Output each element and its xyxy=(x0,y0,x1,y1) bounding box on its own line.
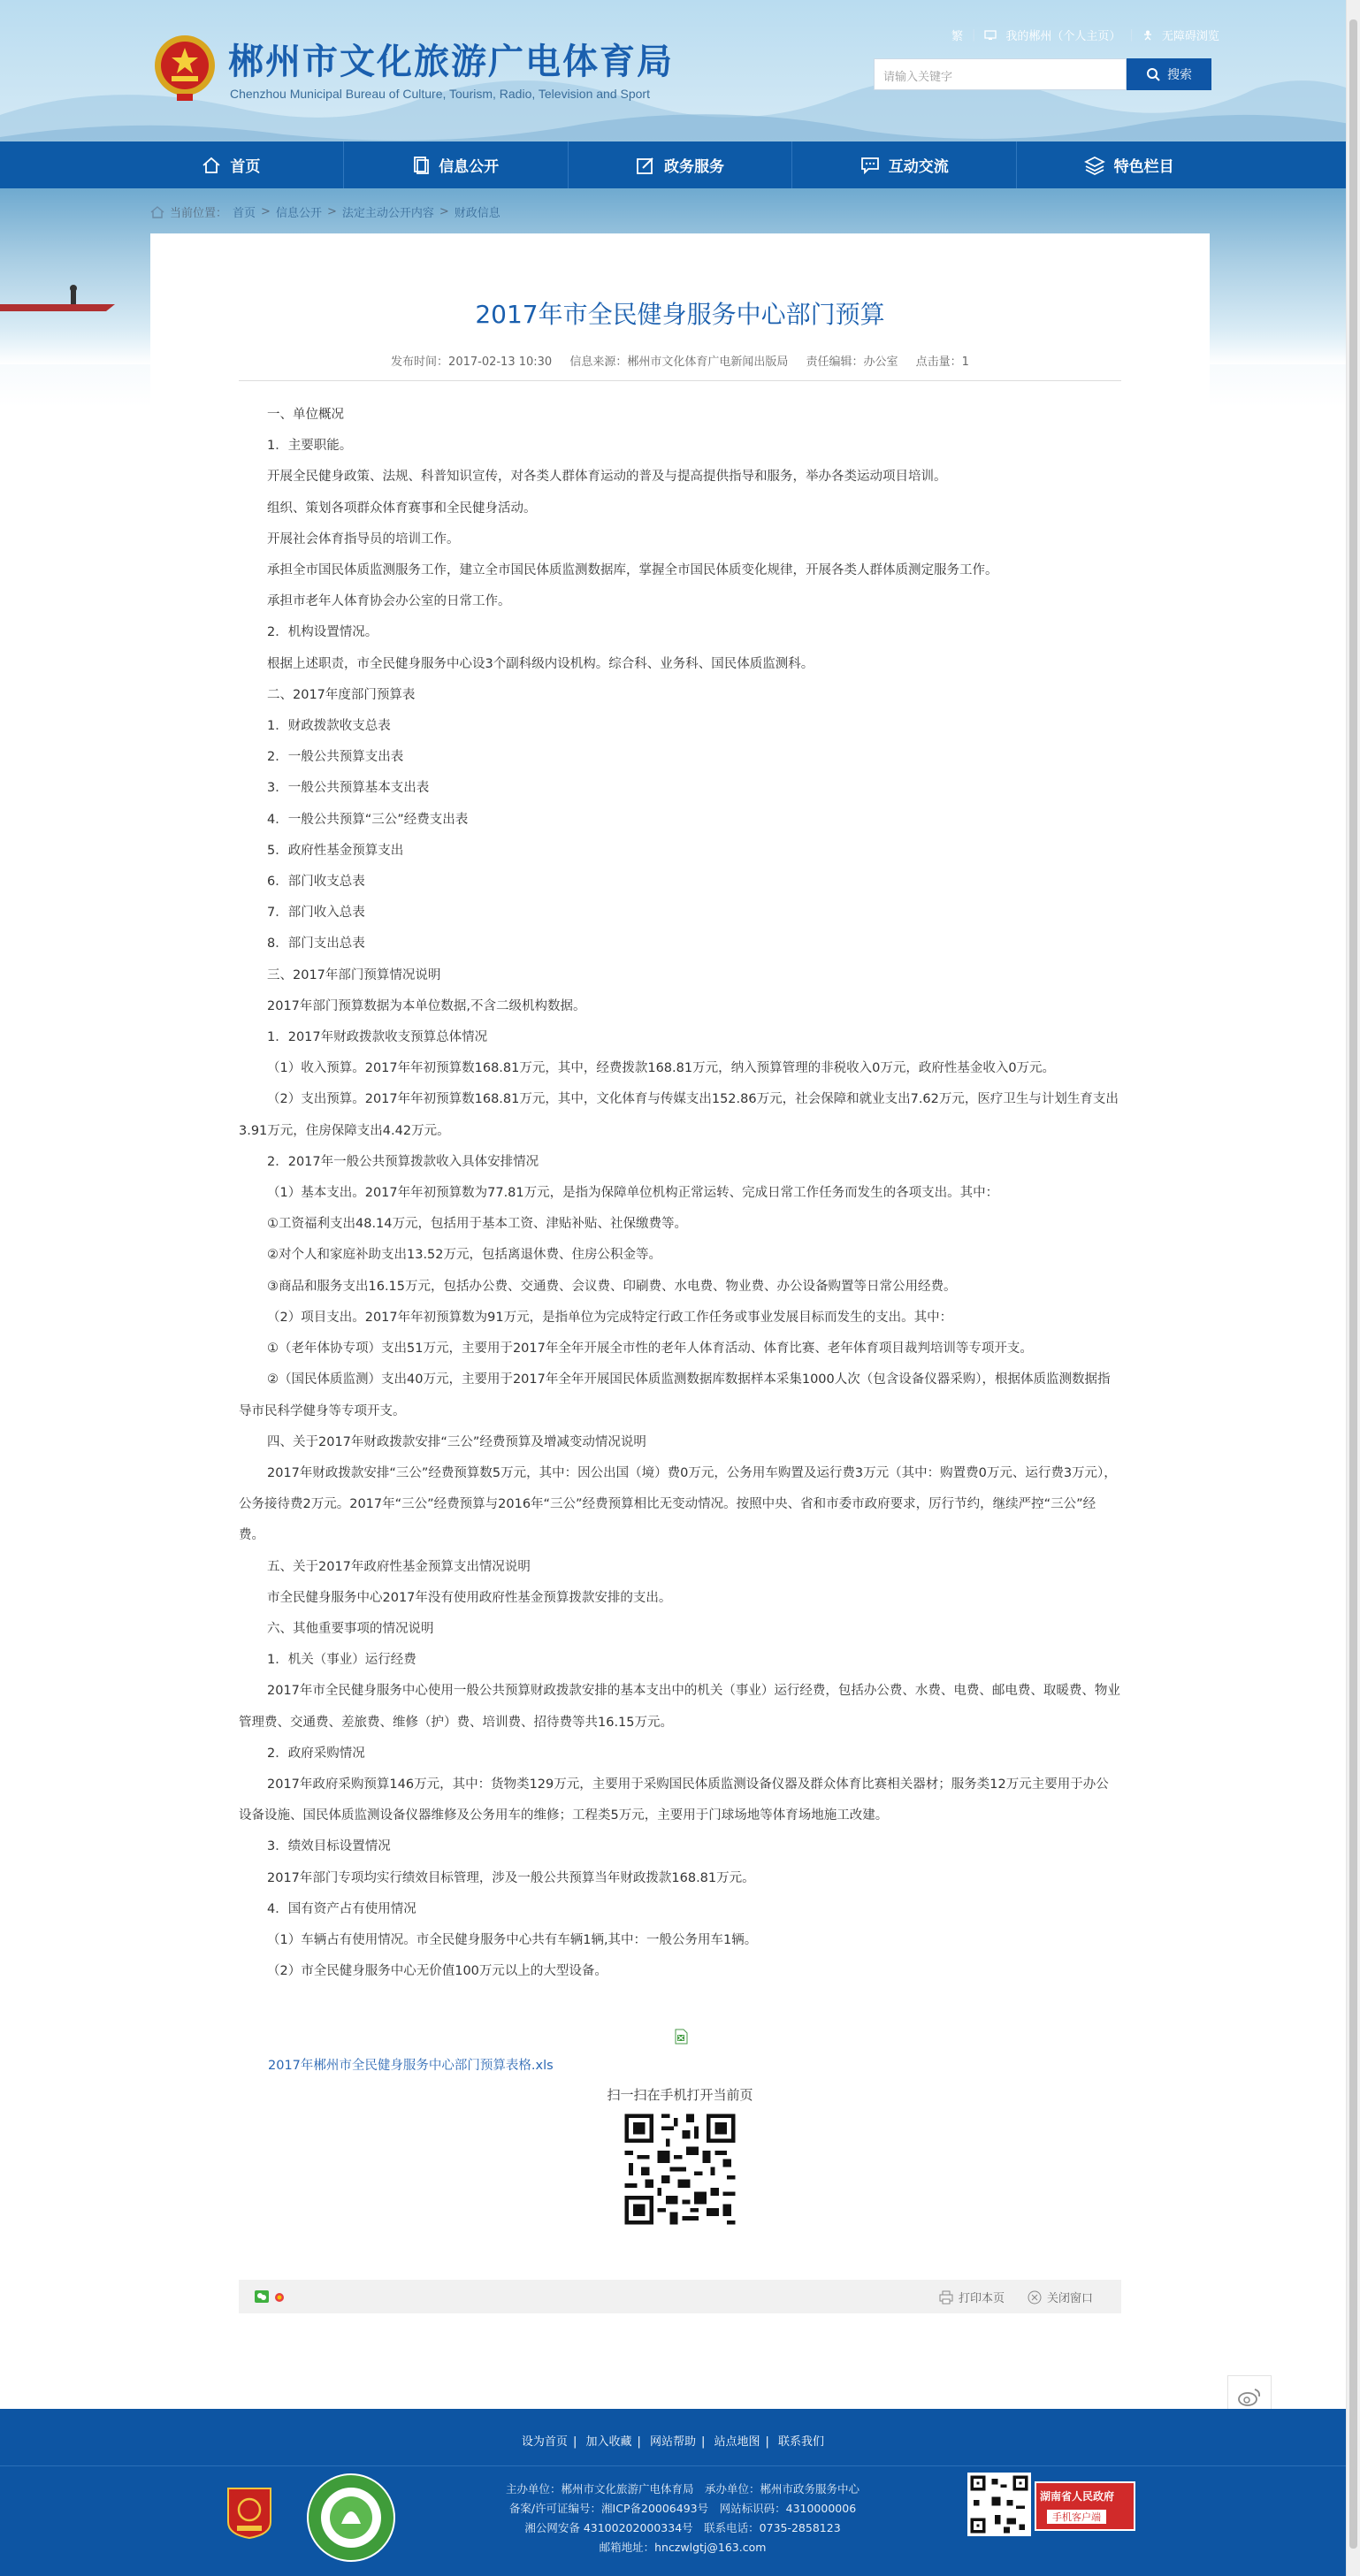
close-window-button[interactable]: 关闭窗口 xyxy=(1028,2289,1093,2305)
article-paragraph: （1）车辆占有使用情况。市全民健身服务中心共有车辆1辆,其中：一般公务用车1辆。 xyxy=(267,1932,758,1947)
article-paragraph: 三、2017年部门预算情况说明 xyxy=(267,967,441,982)
article-title: 2017年市全民健身服务中心部门预算 xyxy=(475,300,885,329)
article-card xyxy=(150,233,1210,2418)
qr-code-icon xyxy=(621,2110,739,2228)
article-paragraph: 2．政府采购情况 xyxy=(267,1746,365,1761)
breadcrumb-info[interactable]: 信息公开 xyxy=(275,207,322,220)
site-title[interactable]: 郴州市文化旅游广电体育局 xyxy=(228,42,674,82)
footer-link-help[interactable]: 网站帮助 xyxy=(649,2435,696,2449)
layers-icon xyxy=(1084,156,1105,175)
article-paragraph: 市全民健身服务中心2017年没有使用政府性基金预算拨款安排的支出。 xyxy=(267,1590,672,1605)
edit-icon xyxy=(636,156,655,175)
print-page-button[interactable]: 打印本页 xyxy=(939,2289,1005,2305)
nav-info-disclosure[interactable]: 信息公开 xyxy=(344,141,569,188)
article-paragraph: 2017年部门专项均实行绩效目标管理，涉及一般公共预算当年财政拨款168.81万元。 xyxy=(267,1870,755,1885)
page-scrollbar[interactable] xyxy=(1346,0,1360,2576)
article-action-bar xyxy=(239,2280,1121,2313)
footer-link-contact[interactable]: 联系我们 xyxy=(778,2435,825,2449)
article-paragraph: 8．部门支出总表 xyxy=(267,936,365,952)
article-paragraph: 承担全市国民体质监测服务工作，建立全市国民体质监测数据库，掌握全市国民体质变化规律，开展各类人群体质测定服务工作。 xyxy=(267,563,998,578)
wechat-share-icon[interactable] xyxy=(255,2290,269,2303)
site-footer xyxy=(0,2409,1346,2576)
printer-icon xyxy=(939,2290,953,2305)
share-icons xyxy=(255,2290,287,2303)
home-icon xyxy=(202,157,221,174)
party-emblem-badge-icon[interactable] xyxy=(225,2487,274,2540)
accessibility-link[interactable]: 无障碍浏览 xyxy=(1161,30,1219,43)
my-chenzhou-link[interactable]: 我的郴州（个人主页） xyxy=(1005,30,1121,43)
article-paragraph: （2）支出预算。2017年年初预算数168.81万元，其中，文化体育与传媒支出152.86万元，社会保障和就业支出7.62万元，医疗卫生与计划生育支出3.91万元，住房保障支出4.42万元。 xyxy=(239,1092,1119,1138)
article-paragraph: 4．一般公共预算“三公”经费支出表 xyxy=(267,812,469,827)
article-paragraph: 1．主要职能。 xyxy=(267,439,353,454)
article-paragraph: （2）项目支出。2017年年初预算数为91万元，是指单位为完成特定行政工作任务或事业发展目标而发生的支出。其中： xyxy=(267,1310,953,1325)
article-paragraph: 2．一般公共预算支出表 xyxy=(267,750,404,765)
weibo-share-icon[interactable] xyxy=(272,2290,287,2303)
article-paragraph: ①工资福利支出48.14万元，包括用于基本工资、津贴补贴、社保缴费等。 xyxy=(267,1217,688,1232)
article-paragraph: 2．2017年一般公共预算拨款收入具体安排情况 xyxy=(267,1154,539,1169)
footer-link-set-home[interactable]: 设为首页 xyxy=(521,2435,568,2449)
chat-icon xyxy=(860,157,880,174)
nav-interaction[interactable]: 互动交流 xyxy=(792,141,1017,188)
monitor-icon xyxy=(984,30,997,41)
article-paragraph: 7．部门收入总表 xyxy=(267,906,365,921)
breadcrumb: 当前位置： 首页 > 信息公开 > 法定主动公开内容 > 财政信息 xyxy=(150,203,500,220)
top-links: 繁 | 我的郴州（个人主页） | 无障碍浏览 xyxy=(951,28,1219,43)
document-icon xyxy=(412,156,430,175)
nav-featured[interactable]: 特色栏目 xyxy=(1017,141,1241,188)
article-meta xyxy=(150,352,1210,369)
government-website-badge-icon[interactable] xyxy=(306,2473,396,2563)
nav-government-services[interactable]: 政务服务 xyxy=(569,141,793,188)
article-paragraph: 开展社会体育指导员的培训工作。 xyxy=(267,531,460,547)
article-paragraph: 3．一般公共预算基本支出表 xyxy=(267,781,430,796)
article-paragraph: 1．机关（事业）运行经费 xyxy=(267,1653,416,1668)
main-nav xyxy=(0,141,1360,188)
search-icon xyxy=(1146,67,1160,81)
breadcrumb-finance[interactable]: 财政信息 xyxy=(454,207,500,220)
article-paragraph: （1）基本支出。2017年年初预算数为77.81万元，是指为保障单位机构正常运转、完成日常工作任务而发生的各项支出。其中： xyxy=(267,1186,999,1201)
hunan-gov-app-badge[interactable]: 湖南省人民政府 手机客户端 xyxy=(1035,2481,1135,2531)
boat-icon xyxy=(0,283,124,318)
article-paragraph: 2017年财政拨款安排“三公”经费预算数5万元，其中：因公出国（境）费0万元，公务用车购置及运行费3万元（其中：购置费0万元、运行费3万元），公务接待费2万元。2017年“三公”经费预算与2016年“三公”经费预算相比无变动情况。按照中央、省和市委市政府要求，厉行节约，继续严控“三公”经费。 xyxy=(239,1465,1117,1543)
breadcrumb-home[interactable]: 首页 xyxy=(233,207,256,220)
breadcrumb-statutory[interactable]: 法定主动公开内容 xyxy=(341,207,434,220)
article-paragraph: 2017年市全民健身服务中心使用一般公共预算财政拨款安排的基本支出中的机关（事业）运行经费，包括办公费、水费、电费、邮电费、取暖费、物业管理费、交通费、差旅费、维修（护）费、培训费、招待费等共16.15万元。 xyxy=(239,1684,1120,1730)
footer-link-favorite[interactable]: 加入收藏 xyxy=(585,2435,632,2449)
search-button[interactable] xyxy=(1127,58,1211,90)
article-paragraph: 1．2017年财政拨款收支预算总体情况 xyxy=(267,1030,488,1045)
article-paragraph: ③商品和服务支出16.15万元，包括办公费、交通费、会议费、印刷费、水电费、物业费、办公设备购置等日常公用经费。 xyxy=(267,1279,957,1294)
footer-info: 主办单位：郴州市文化旅游广电体育局 承办单位：郴州市政务服务中心 备案/许可证编号：湘ICP备20006493号 网站标识码：4310000006 湘公网安备 43100202000334号 联系电话：0735-2858123 邮箱地址：hnczwlgtj@163.com xyxy=(505,2482,860,2554)
close-icon xyxy=(1028,2290,1042,2305)
article-paragraph: ①（老年体协专项）支出51万元，主要用于2017年全年开展全市性的老年人体育活动、体育比赛、老年体育项目裁判培训等专项开支。 xyxy=(267,1342,1033,1357)
site-header xyxy=(0,0,1360,141)
search-button-label: 搜索 xyxy=(1167,68,1192,82)
article-paragraph: 4．国有资产占有使用情况 xyxy=(267,1901,416,1916)
footer-link-sitemap[interactable]: 站点地图 xyxy=(714,2435,760,2449)
view-count: 点击量：1 xyxy=(915,355,969,369)
attachment-link[interactable]: 2017年郴州市全民健身服务中心部门预算表格.xls xyxy=(268,2059,554,2073)
article-paragraph: 四、关于2017年财政拨款安排“三公”经费预算及增减变动情况说明 xyxy=(267,1434,646,1449)
weibo-icon xyxy=(1237,2387,1262,2408)
article-paragraph: 6．部门收支总表 xyxy=(267,875,365,890)
article-paragraph: 5．政府性基金预算支出 xyxy=(267,843,404,858)
excel-file-icon xyxy=(674,2029,688,2045)
article-paragraph: 组织、策划各项群众体育赛事和全民健身活动。 xyxy=(267,501,537,516)
article-paragraph: 3．绩效目标设置情况 xyxy=(267,1839,391,1854)
info-source: 信息来源：郴州市文化体育广电新闻出版局 xyxy=(569,355,789,369)
home-icon xyxy=(150,206,164,218)
accessibility-icon xyxy=(1142,30,1153,41)
article-paragraph: 开展全民健身政策、法规、科普知识宣传，对各类人群体育运动的普及与提高提供指导和服务，举办各类运动项目培训。 xyxy=(267,470,947,485)
national-emblem-icon xyxy=(152,30,218,103)
article-paragraph: 2017年部门预算数据为本单位数据,不含二级机构数据。 xyxy=(267,998,586,1013)
footer-links: 设为首页 | 加入收藏 | 网站帮助 | 站点地图 | 联系我们 xyxy=(521,2435,825,2449)
title-divider xyxy=(239,380,1121,381)
article-body xyxy=(239,400,1121,1987)
article-paragraph: （2）市全民健身服务中心无价值100万元以上的大型设备。 xyxy=(267,1964,607,1979)
footer-qr-code-icon xyxy=(967,2473,1031,2536)
article-paragraph: 六、其他重要事项的情况说明 xyxy=(267,1621,434,1636)
editor: 责任编辑：办公室 xyxy=(806,355,898,369)
article-paragraph: 2．机构设置情况。 xyxy=(267,625,378,640)
article-paragraph: 五、关于2017年政府性基金预算支出情况说明 xyxy=(267,1559,531,1574)
nav-home[interactable]: 首页 xyxy=(119,141,344,188)
article-paragraph: 一、单位概况 xyxy=(267,408,344,422)
article-paragraph: 根据上述职责，市全民健身服务中心设3个副科级内设机构。综合科、业务科、国民体质监测科。 xyxy=(267,656,814,671)
site-subtitle: Chenzhou Municipal Bureau of Culture, Tourism, Radio, Television and Sport xyxy=(230,87,650,101)
publish-date: 发布时间：2017-02-13 10:30 xyxy=(391,355,553,369)
qr-label: 扫一扫在手机打开当前页 xyxy=(607,2087,753,2103)
search-input[interactable]: 请输入关键字 xyxy=(874,58,1127,90)
article-paragraph: ②（国民体质监测）支出40万元，主要用于2017年全年开展国民体质监测数据库数据样本采集1000人次（包含设备仪器采购），根据体质监测数据指导市民科学健身等专项开支。 xyxy=(239,1372,1111,1418)
article-paragraph: 1．财政拨款收支总表 xyxy=(267,719,391,734)
traditional-chinese-link[interactable]: 繁 xyxy=(951,30,964,43)
article-paragraph: 2017年政府采购预算146万元，其中：货物类129万元，主要用于采购国民体质监测设备仪器及群众体育比赛相关器材；服务类12万元主要用于办公设备设施、国民体质监测设备仪器维修及公务用车的维修；工程类5万元，主要用于门球场地等体育场地施工改建。 xyxy=(239,1777,1109,1823)
scrollbar-thumb[interactable] xyxy=(1349,19,1357,2549)
article-paragraph: （1）收入预算。2017年年初预算数168.81万元，其中，经费拨款168.81万元，纳入预算管理的非税收入0万元，政府性基金收入0万元。 xyxy=(267,1061,1056,1076)
article-paragraph: 承担市老年人体育协会办公室的日常工作。 xyxy=(267,594,511,609)
article-paragraph: 二、2017年度部门预算表 xyxy=(267,687,416,702)
article-paragraph: ②对个人和家庭补助支出13.52万元，包括离退休费、住房公积金等。 xyxy=(267,1248,662,1263)
